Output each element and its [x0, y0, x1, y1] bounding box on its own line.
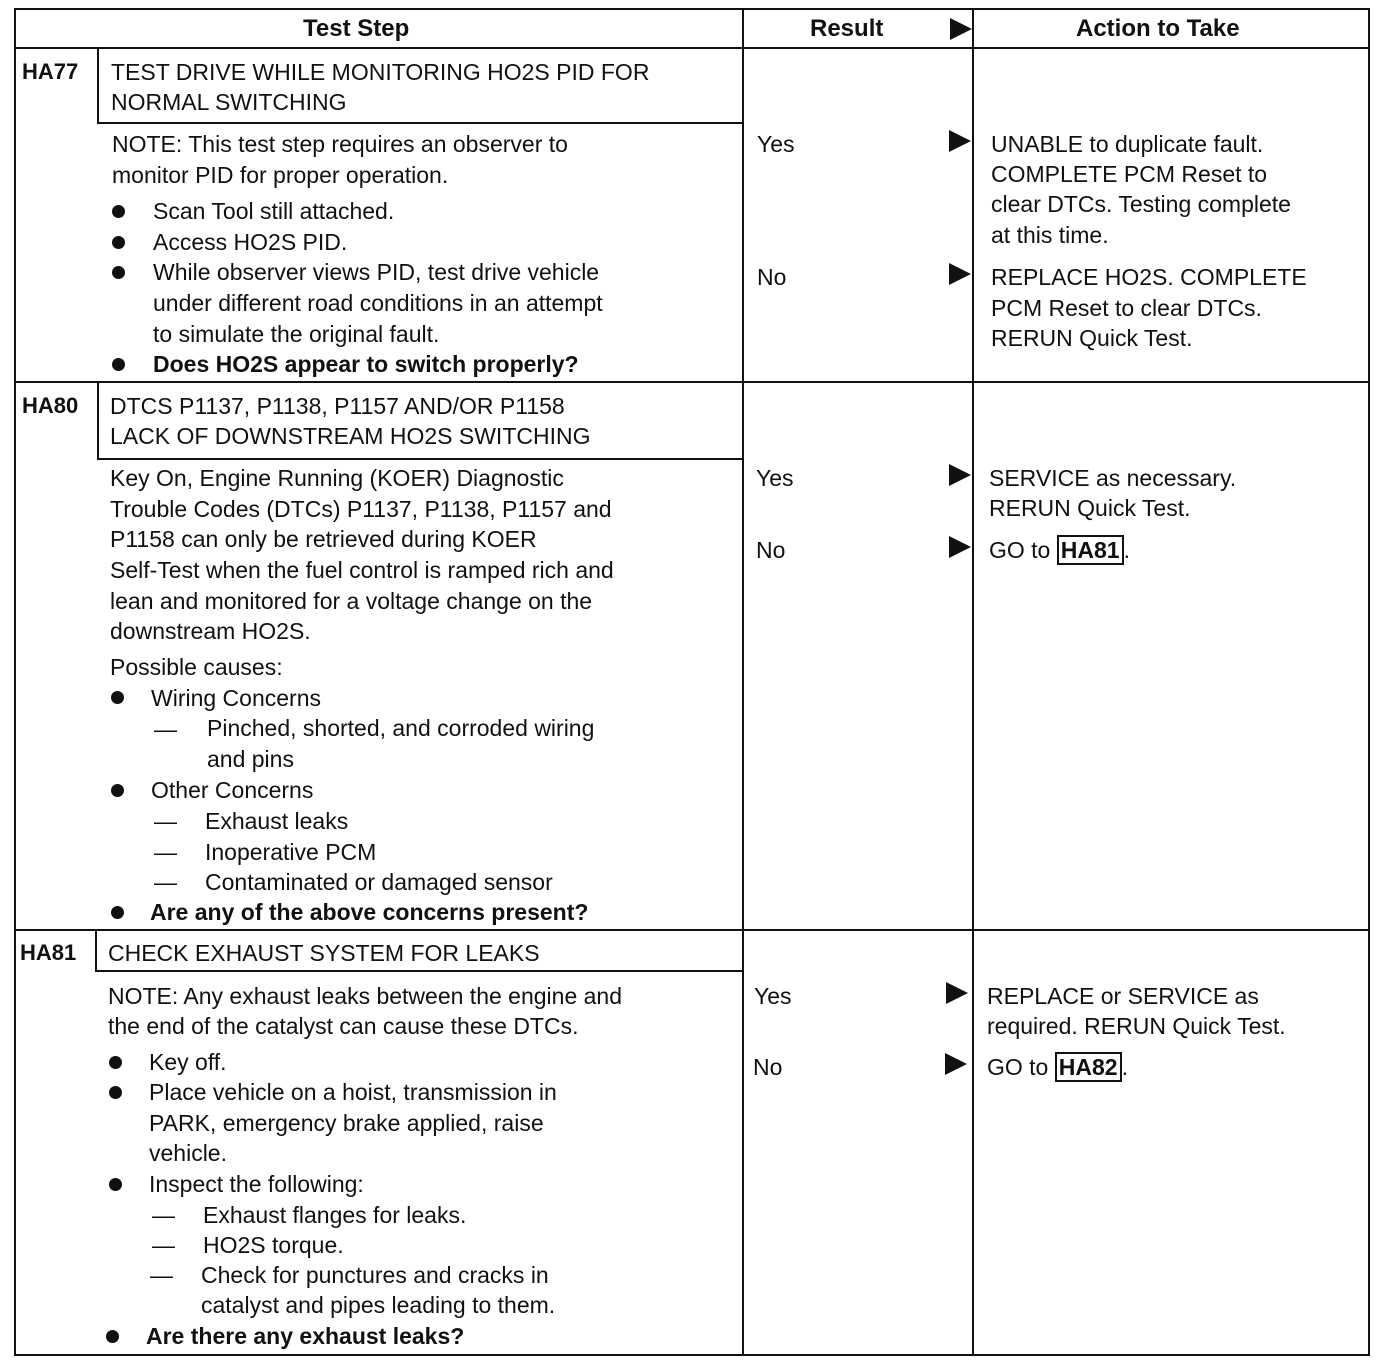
- action-text: at this time.: [991, 222, 1109, 248]
- body-text: P1158 can only be retrieved during KOER: [110, 526, 537, 552]
- action-text: SERVICE as necessary.: [989, 465, 1237, 491]
- step-id: HA81: [20, 940, 77, 965]
- arrow-icon: [945, 1053, 967, 1075]
- result-yes: Yes: [756, 465, 794, 491]
- action-text: required. RERUN Quick Test.: [987, 1013, 1286, 1039]
- step-question: Does HO2S appear to switch properly?: [153, 351, 579, 377]
- note-text: NOTE: Any exhaust leaks between the engine and: [108, 983, 622, 1009]
- step-divider: [14, 381, 1370, 383]
- cause-category: Other Concerns: [151, 777, 314, 803]
- note-text: the end of the catalyst can cause these DTCs.: [108, 1013, 579, 1039]
- bullet-icon: [109, 1178, 122, 1191]
- arrow-icon: [949, 464, 971, 486]
- goto-step-link[interactable]: HA82: [1055, 1052, 1122, 1082]
- sub-item: HO2S torque.: [203, 1232, 344, 1258]
- step-id: HA77: [22, 59, 79, 84]
- step-title: LACK OF DOWNSTREAM HO2S SWITCHING: [110, 423, 591, 449]
- header-test-step: Test Step: [303, 15, 410, 42]
- dash-icon: —: [154, 869, 177, 895]
- result-yes: Yes: [754, 983, 792, 1009]
- goto-step-link[interactable]: HA81: [1057, 535, 1124, 565]
- header-action: Action to Take: [1076, 15, 1240, 42]
- body-text: Key On, Engine Running (KOER) Diagnostic: [110, 465, 564, 491]
- step-title: NORMAL SWITCHING: [111, 89, 347, 115]
- result-no: No: [756, 537, 786, 563]
- step-id-divider: [97, 382, 99, 460]
- bullet-text: Place vehicle on a hoist, transmission in: [149, 1079, 557, 1105]
- bullet-icon: [109, 1086, 122, 1099]
- action-goto: [989, 535, 1130, 566]
- column-divider: [742, 8, 744, 1356]
- dash-icon: —: [150, 1262, 173, 1288]
- goto-suffix: .: [1123, 537, 1130, 563]
- result-yes: Yes: [757, 131, 795, 157]
- causes-label: Possible causes:: [110, 654, 283, 680]
- action-text: RERUN Quick Test.: [989, 495, 1191, 521]
- sub-item: Check for punctures and cracks in: [201, 1262, 549, 1288]
- bullet-text: PARK, emergency brake applied, raise: [149, 1110, 544, 1136]
- sub-item: catalyst and pipes leading to them.: [201, 1292, 556, 1318]
- dash-icon: —: [154, 808, 177, 834]
- goto-suffix: .: [1121, 1054, 1128, 1080]
- step-id: HA80: [22, 393, 79, 418]
- note-text: monitor PID for proper operation.: [112, 162, 449, 188]
- body-text: downstream HO2S.: [110, 618, 311, 644]
- goto-prefix: GO to: [987, 1054, 1055, 1080]
- action-text: REPLACE or SERVICE as: [987, 983, 1259, 1009]
- bullet-icon: [112, 358, 125, 371]
- result-no: No: [753, 1054, 783, 1080]
- step-title: CHECK EXHAUST SYSTEM FOR LEAKS: [108, 940, 540, 966]
- action-text: RERUN Quick Test.: [991, 325, 1193, 351]
- bullet-text: vehicle.: [149, 1140, 227, 1166]
- arrow-icon: [946, 982, 968, 1004]
- body-text: Self-Test when the fuel control is ramped rich and: [110, 557, 614, 583]
- step-question: Are any of the above concerns present?: [150, 899, 589, 925]
- bullet-icon: [111, 906, 124, 919]
- cause-item: Inoperative PCM: [205, 839, 377, 865]
- arrow-icon: [949, 263, 971, 285]
- step-divider: [14, 929, 1370, 931]
- bullet-icon: [111, 691, 124, 704]
- header-divider: [14, 47, 1370, 49]
- body-text: lean and monitored for a voltage change on the: [110, 588, 593, 614]
- bullet-icon: [109, 1056, 122, 1069]
- dash-icon: —: [154, 839, 177, 865]
- cause-item: and pins: [207, 746, 294, 772]
- sub-item: Exhaust flanges for leaks.: [203, 1202, 467, 1228]
- action-text: PCM Reset to clear DTCs.: [991, 295, 1262, 321]
- step-question: Are there any exhaust leaks?: [146, 1323, 465, 1349]
- result-no: No: [757, 264, 787, 290]
- action-goto: [987, 1052, 1128, 1083]
- body-text: Trouble Codes (DTCs) P1137, P1138, P1157 and: [110, 496, 612, 522]
- note-text: NOTE: This test step requires an observer to: [112, 131, 568, 157]
- bullet-icon: [112, 266, 125, 279]
- bullet-text: to simulate the original fault.: [153, 321, 440, 347]
- bullet-text: Key off.: [149, 1049, 227, 1075]
- header-result: Result: [810, 15, 884, 42]
- step-id-divider: [95, 930, 97, 972]
- arrow-icon: [949, 130, 971, 152]
- cause-item: Exhaust leaks: [205, 808, 349, 834]
- goto-prefix: GO to: [989, 537, 1057, 563]
- dash-icon: —: [152, 1232, 175, 1258]
- header-arrow-icon: [950, 18, 972, 40]
- dash-icon: —: [152, 1202, 175, 1228]
- step-title-divider: [97, 458, 744, 460]
- dash-icon: —: [154, 716, 177, 742]
- step-title-divider: [95, 970, 744, 972]
- bullet-icon: [111, 784, 124, 797]
- cause-category: Wiring Concerns: [151, 685, 321, 711]
- action-text: clear DTCs. Testing complete: [991, 191, 1291, 217]
- cause-item: Pinched, shorted, and corroded wiring: [207, 715, 595, 741]
- bullet-text: Access HO2S PID.: [153, 229, 348, 255]
- bullet-icon: [112, 205, 125, 218]
- step-title-divider: [97, 122, 744, 124]
- step-id-divider: [97, 48, 99, 124]
- bullet-text: under different road conditions in an attempt: [153, 290, 603, 316]
- arrow-icon: [949, 536, 971, 558]
- bullet-icon: [106, 1330, 119, 1343]
- action-text: REPLACE HO2S. COMPLETE: [991, 264, 1307, 290]
- cause-item: Contaminated or damaged sensor: [205, 869, 553, 895]
- step-title: TEST DRIVE WHILE MONITORING HO2S PID FOR: [111, 59, 650, 85]
- bullet-icon: [112, 236, 125, 249]
- bullet-text: While observer views PID, test drive vehicle: [153, 259, 600, 285]
- column-divider: [972, 8, 974, 1356]
- bullet-text: Scan Tool still attached.: [153, 198, 395, 224]
- step-title: DTCS P1137, P1138, P1157 AND/OR P1158: [110, 393, 565, 419]
- action-text: COMPLETE PCM Reset to: [991, 161, 1268, 187]
- bullet-text: Inspect the following:: [149, 1171, 364, 1197]
- action-text: UNABLE to duplicate fault.: [991, 131, 1264, 157]
